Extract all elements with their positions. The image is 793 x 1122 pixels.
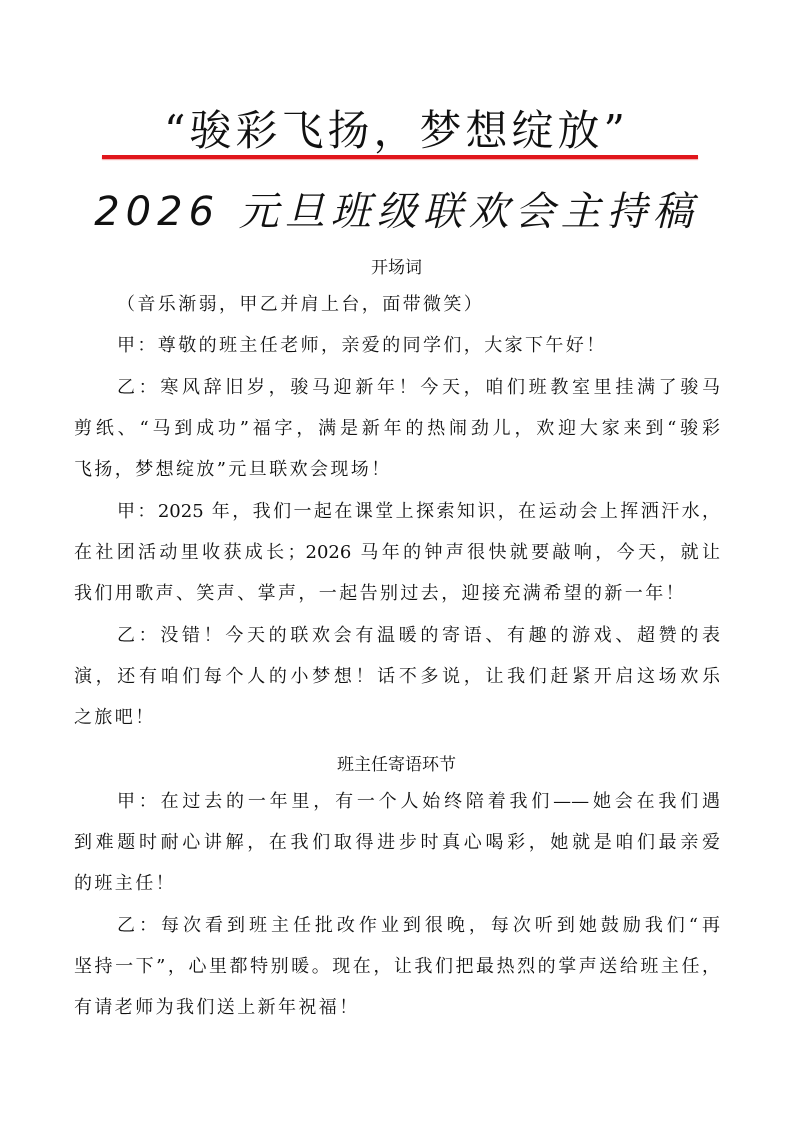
stage-direction: （音乐渐弱，甲乙并肩上台，面带微笑） xyxy=(117,294,485,315)
section-heading: 开场词 xyxy=(371,258,422,278)
paragraph-line: 演，还有咱们每个人的小梦想！话不多说，让我们赶紧开启这场欢乐 xyxy=(74,666,720,687)
section-heading: 班主任寄语环节 xyxy=(337,755,456,775)
paragraph-line: 甲：尊敬的班主任老师，亲爱的同学们，大家下午好！ xyxy=(117,335,607,356)
paragraph-line: 坚持一下”，心里都特别暖。现在，让我们把最热烈的掌声送给班主任， xyxy=(74,956,720,977)
document-title: “骏彩飞扬，梦想绽放” xyxy=(164,106,629,155)
document-subtitle: 2026 元旦班级联欢会主持稿 xyxy=(94,189,699,235)
paragraph-line: 在社团活动里收获成长；2026 马年的钟声很快就要敲响，今天，就让 xyxy=(74,542,720,563)
paragraph-line: 飞扬，梦想绽放”元旦联欢会现场！ xyxy=(74,459,392,480)
paragraph-line: 的班主任！ xyxy=(74,873,176,894)
paragraph-line: 甲：在过去的一年里，有一个人始终陪着我们——她会在我们遇 xyxy=(117,791,720,812)
paragraph-line: 有请老师为我们送上新年祝福！ xyxy=(74,997,360,1018)
paragraph-line: 乙：寒风辞旧岁，骏马迎新年！今天，咱们班教室里挂满了骏马 xyxy=(117,377,720,398)
paragraph-line: 之旅吧！ xyxy=(74,707,156,728)
paragraph-line: 甲：2025 年，我们一起在课堂上探索知识，在运动会上挥洒汗水， xyxy=(117,501,720,522)
red-divider xyxy=(102,155,698,159)
paragraph-line: 到难题时耐心讲解，在我们取得进步时真心喝彩，她就是咱们最亲爱 xyxy=(74,832,720,853)
paragraph-line: 剪纸、“马到成功”福字，满是新年的热闹劲儿，欢迎大家来到“骏彩 xyxy=(74,418,720,439)
paragraph-line: 我们用歌声、笑声、掌声，一起告别过去，迎接充满希望的新一年！ xyxy=(74,583,686,604)
paragraph-line: 乙：没错！今天的联欢会有温暖的寄语、有趣的游戏、超赞的表 xyxy=(117,625,720,646)
paragraph-line: 乙：每次看到班主任批改作业到很晚，每次听到她鼓励我们“再 xyxy=(117,915,720,936)
